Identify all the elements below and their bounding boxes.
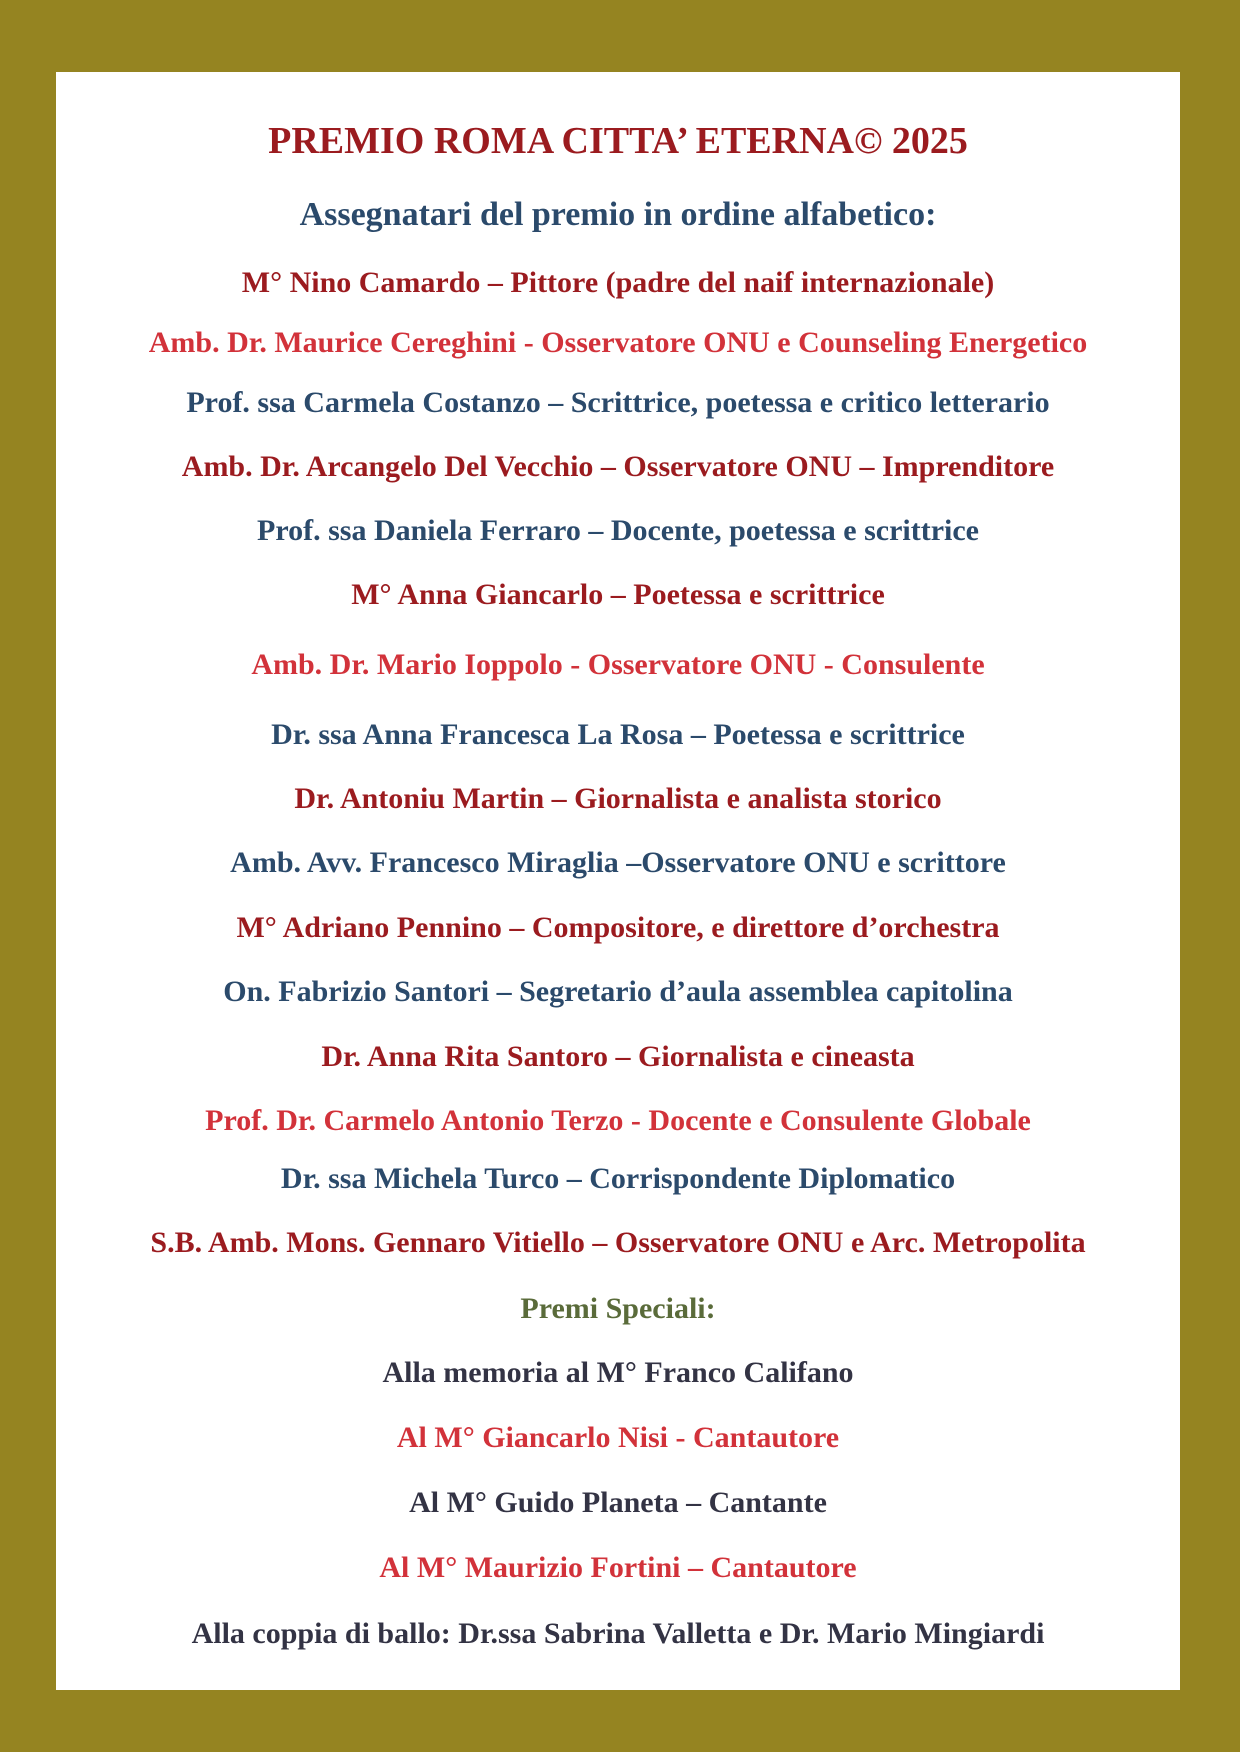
awardee-item: Prof. Dr. Carmelo Antonio Terzo - Docente e Consulente Globale: [205, 1104, 1031, 1137]
page-title: PREMIO ROMA CITTA’ ETERNA© 2025: [268, 120, 968, 162]
special-award-item: Alla coppia di ballo: Dr.ssa Sabrina Valletta e Dr. Mario Mingiardi: [191, 1617, 1045, 1650]
awardee-item: S.B. Amb. Mons. Gennaro Vitiello – Osservatore ONU e Arc. Metropolita: [150, 1226, 1086, 1259]
awardee-item: Prof. ssa Daniela Ferraro – Docente, poetessa e scrittrice: [257, 514, 979, 547]
special-award-item: Al M° Guido Planeta – Cantante: [409, 1486, 827, 1519]
awardee-item: M° Nino Camardo – Pittore (padre del naif internazionale): [241, 266, 995, 299]
subtitle: Assegnatari del premio in ordine alfabetico:: [299, 196, 937, 233]
awardee-item: Amb. Avv. Francesco Miraglia –Osservatore ONU e scrittore: [230, 846, 1006, 879]
awardee-item: Dr. ssa Anna Francesca La Rosa – Poetessa e scrittrice: [271, 718, 965, 751]
awardee-item: Amb. Dr. Maurice Cereghini - Osservatore ONU e Counseling Energetico: [148, 326, 1088, 359]
awardee-item: M° Anna Giancarlo – Poetessa e scrittrice: [351, 578, 885, 611]
awardee-item: M° Adriano Pennino – Compositore, e direttore d’orchestra: [236, 911, 1000, 944]
certificate-card: [56, 72, 1180, 1690]
special-award-item: Al M° Giancarlo Nisi - Cantautore: [396, 1421, 840, 1454]
special-award-item: Al M° Maurizio Fortini – Cantautore: [379, 1551, 857, 1584]
awardee-item: Amb. Dr. Mario Ioppolo - Osservatore ONU - Consulente: [251, 648, 985, 681]
awardee-item: Dr. Antoniu Martin – Giornalista e analista storico: [294, 782, 942, 815]
awardee-item: Dr. ssa Michela Turco – Corrispondente Diplomatico: [280, 1162, 956, 1195]
awardee-item: Dr. Anna Rita Santoro – Giornalista e cineasta: [321, 1040, 915, 1073]
special-award-item: Alla memoria al M° Franco Califano: [382, 1356, 854, 1389]
special-awards-heading: Premi Speciali:: [520, 1292, 716, 1325]
awardee-item: Prof. ssa Carmela Costanzo – Scrittrice, poetessa e critico letterario: [186, 386, 1050, 419]
awardee-item: On. Fabrizio Santori – Segretario d’aula assemblea capitolina: [223, 975, 1013, 1008]
awardee-item: Amb. Dr. Arcangelo Del Vecchio – Osservatore ONU – Imprenditore: [181, 450, 1055, 483]
